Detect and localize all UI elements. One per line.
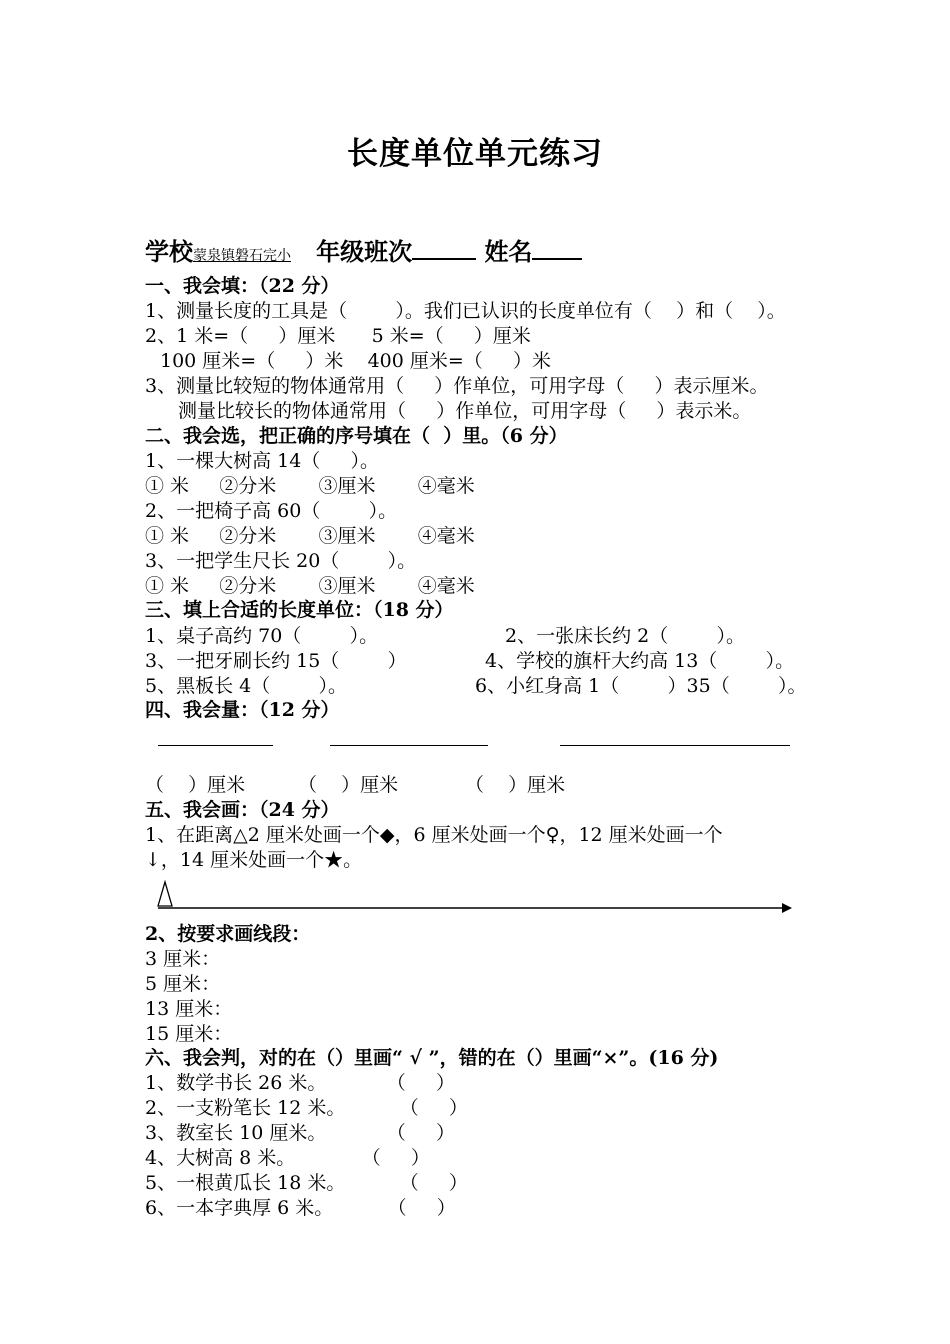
s5-question-1b: ↓，14 厘米处画一个★。 (145, 849, 363, 871)
s6-question-1: 1、数学书长 26 米。 （ ） (145, 1072, 455, 1094)
s1-question-2a: 2、1 米=（ ）厘米 5 米=（ ）厘米 (145, 325, 531, 347)
s1-question-1: 1、测量长度的工具是（ ）。我们已认识的长度单位有（ ）和（ ）。 (145, 300, 786, 322)
s6-question-4: 4、大树高 8 米。 （ ） (145, 1147, 430, 1169)
s3-question-2: 2、一张床长约 2（ ）。 (505, 625, 746, 647)
s5-line-13cm: 13 厘米： (145, 998, 233, 1020)
section2-heading: 二、我会选，把正确的序号填在（ ）里。（6 分） (145, 425, 568, 447)
s2-question-3: 3、一把学生尺长 20（ ）。 (145, 550, 417, 572)
section1-heading: 一、我会填：（22 分） (145, 275, 340, 297)
s5-question-1a: 1、在距离△2 厘米处画一个◆，6 厘米处画一个♀，12 厘米处画一个 (145, 824, 723, 846)
s3-question-3: 3、一把牙刷长约 15（ ） (145, 650, 407, 672)
s1-question-3a: 3、测量比较短的物体通常用（ ）作单位，可用字母（ ）表示厘米。 (145, 375, 769, 397)
s4-answer-3: （ ）厘米 (465, 774, 566, 796)
arrow-head-icon (782, 903, 792, 913)
section5-heading: 五、我会画：（24 分） (145, 799, 340, 821)
page-title: 长度单位单元练习 (347, 136, 603, 172)
s6-question-6: 6、一本字典厚 6 米。 （ ） (145, 1197, 456, 1219)
s2-options-2: ① 米 ②分米 ③厘米 ④毫米 (145, 525, 475, 547)
school-value: 蒙泉镇磐石完小 (193, 248, 291, 264)
s2-options-1: ① 米 ②分米 ③厘米 ④毫米 (145, 475, 475, 497)
s5-line-15cm: 15 厘米： (145, 1023, 233, 1045)
s2-question-2: 2、一把椅子高 60（ ）。 (145, 500, 398, 522)
s6-question-5: 5、一根黄瓜长 18 米。 （ ） (145, 1172, 468, 1194)
s3-question-6: 6、小红身高 1（ ）35（ ）。 (475, 675, 807, 697)
s4-answer-1: （ ）厘米 (145, 774, 246, 796)
s5-line-3cm: 3 厘米： (145, 948, 221, 970)
s3-question-5: 5、黑板长 4（ ）。 (145, 675, 348, 697)
section3-heading: 三、填上合适的长度单位：（18 分） (145, 599, 454, 621)
triangle-marker-icon (158, 882, 172, 906)
name-label: 姓名 (484, 237, 533, 266)
s2-question-1: 1、一棵大树高 14（ ）。 (145, 450, 380, 472)
s1-question-3b: 测量比较长的物体通常用（ ）作单位，可用字母（ ）表示米。 (178, 400, 752, 422)
s4-answer-2: （ ）厘米 (298, 774, 399, 796)
section4-heading: 四、我会量：（12 分） (145, 699, 340, 721)
s1-question-2b: 100 厘米=（ ）米 400 厘米=（ ）米 (160, 350, 552, 372)
s6-question-2: 2、一支粉笔长 12 米。 （ ） (145, 1097, 468, 1119)
s3-question-1: 1、桌子高约 70（ ）。 (145, 625, 379, 647)
s5-question-2: 2、按要求画线段： (145, 923, 311, 945)
school-label: 学校 (145, 237, 193, 266)
s6-question-3: 3、教室长 10 厘米。 （ ） (145, 1122, 455, 1144)
s2-options-3: ① 米 ②分米 ③厘米 ④毫米 (145, 575, 475, 597)
grade-label: 年级班次 (316, 237, 413, 266)
section6-heading: 六、我会判，对的在（）里画“ √ ”，错的在（）里画“×”。(16 分) (145, 1047, 719, 1069)
s3-question-4: 4、学校的旗杆大约高 13（ ）。 (485, 650, 795, 672)
s5-line-5cm: 5 厘米： (145, 973, 221, 995)
